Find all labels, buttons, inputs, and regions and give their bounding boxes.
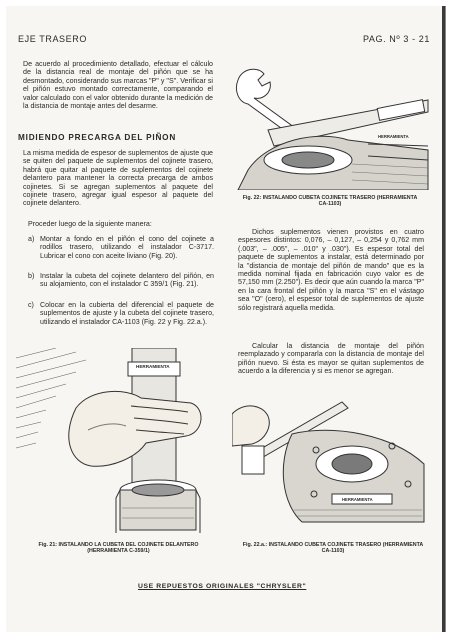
fig21-tool-label: HERRAMIENTA: [136, 364, 170, 369]
step-a: [28, 235, 214, 271]
fig21-caption: Fig. 21: INSTALANDO LA CUBETA DEL COJINETE DELANTERO (HERRAMIENTA C-359/1): [38, 542, 199, 555]
proceed-paragraph: Proceder luego de la siguiente manera:: [28, 220, 152, 228]
step-c-marker: c): [28, 301, 34, 309]
footer-note: USE REPUESTOS ORIGINALES "CHRYSLER": [138, 583, 307, 590]
page-number: PAG. Nº 3 - 21: [362, 34, 430, 44]
step-b: [28, 272, 214, 300]
step-c-text: Colocar en la cubierta del diferencial el paquete de suplementos de ajuste y la cubeta del cojinete trasero, utilizando el instalador CA-1103 (Fig. 22 y Fig. 22.a.).: [40, 301, 214, 326]
fig22a-tool-label: HERRAMIENTA: [342, 497, 373, 502]
fig22-illustration: [228, 60, 430, 190]
intro-paragraph: De acuerdo al procedimiento detallado, efectuar el cálculo de la distancia real de montaje del piñón que se ha desmontado, considerando sus marcas "P" y "S". Verificar si el piñón estuvo montado correctamente, comparando el valor calculado con el valor obtenido durante la medición de la distancia de montaje antes del desarme.: [23, 60, 213, 111]
section-heading: MIDIENDO PRECARGA DEL PIÑON: [18, 133, 177, 142]
step-a-marker: a): [28, 235, 35, 243]
manual-page: [6, 6, 445, 632]
compare-paragraph: Calcular la distancia de montaje del piñón reemplazado y compararla con la distancia de montaje del piñón nuevo. Si ésta es mayor se quitan suplementos de acuerdo a la diferencia y si es menor se agregan.: [238, 342, 424, 376]
step-a-text: Montar a fondo en el piñón el cono del cojinete a rodillos trasero, utilizando el instalador C-3717. Lubricar el cono con aceite liviano (Fig. 20).: [40, 235, 214, 260]
fig22-caption: Fig. 22: INSTALANDO CUBETA COJINETE TRASERO (HERRAMIENTA CA-1103): [242, 195, 418, 208]
step-c: [28, 301, 214, 341]
fig22a-caption: Fig. 22.a.: INSTALANDO CUBETA COJINETE TRASERO (HERRAMIENTA CA-1103): [242, 542, 424, 555]
shim-paragraph: La misma medida de espesor de suplementos de ajuste que se quiten del paquete de suplementos del cojinete trasero, habrá que quitar al paquete de suplementos del cojinete delantero para mantener la correcta precarga de ambos cojinetes. Si se agregan suplementos al paquete del cojinete trasero, agregar igual espesor al paquete del cojinete delantero.: [23, 149, 213, 208]
step-b-text: Instalar la cubeta del cojinete delantero del piñón, en su alojamiento, con el instalador C 359/1 (Fig. 21).: [40, 272, 214, 289]
fig22a-illustration: [232, 394, 428, 532]
section-title: EJE TRASERO: [18, 34, 87, 44]
fig21-illustration: [16, 348, 216, 538]
shim-sizes-paragraph: Dichos suplementos vienen provistos en cuatro espesores distintos: 0,076, – 0,127, – 0,254 y 0,762 mm (.003", – .005", – .010" y .030"). Es espesor total del paquete de suplementos a instalar, está determinado por la "distancia de montaje del piñón de mando" que es la medida nominal fijada en fabricación cuyo valor es de 57,150 mm (2.250"). Es decir que aún cuando la marca "P" en la cara frontal del piñón y la marca "S" en el vástago sea "O" (cero), el espesor total de suplementos de ajuste sólo registrará aquella medida.: [238, 228, 424, 312]
fig22-tool-label: HERRAMIENTA: [378, 134, 409, 139]
step-b-marker: b): [28, 272, 35, 280]
